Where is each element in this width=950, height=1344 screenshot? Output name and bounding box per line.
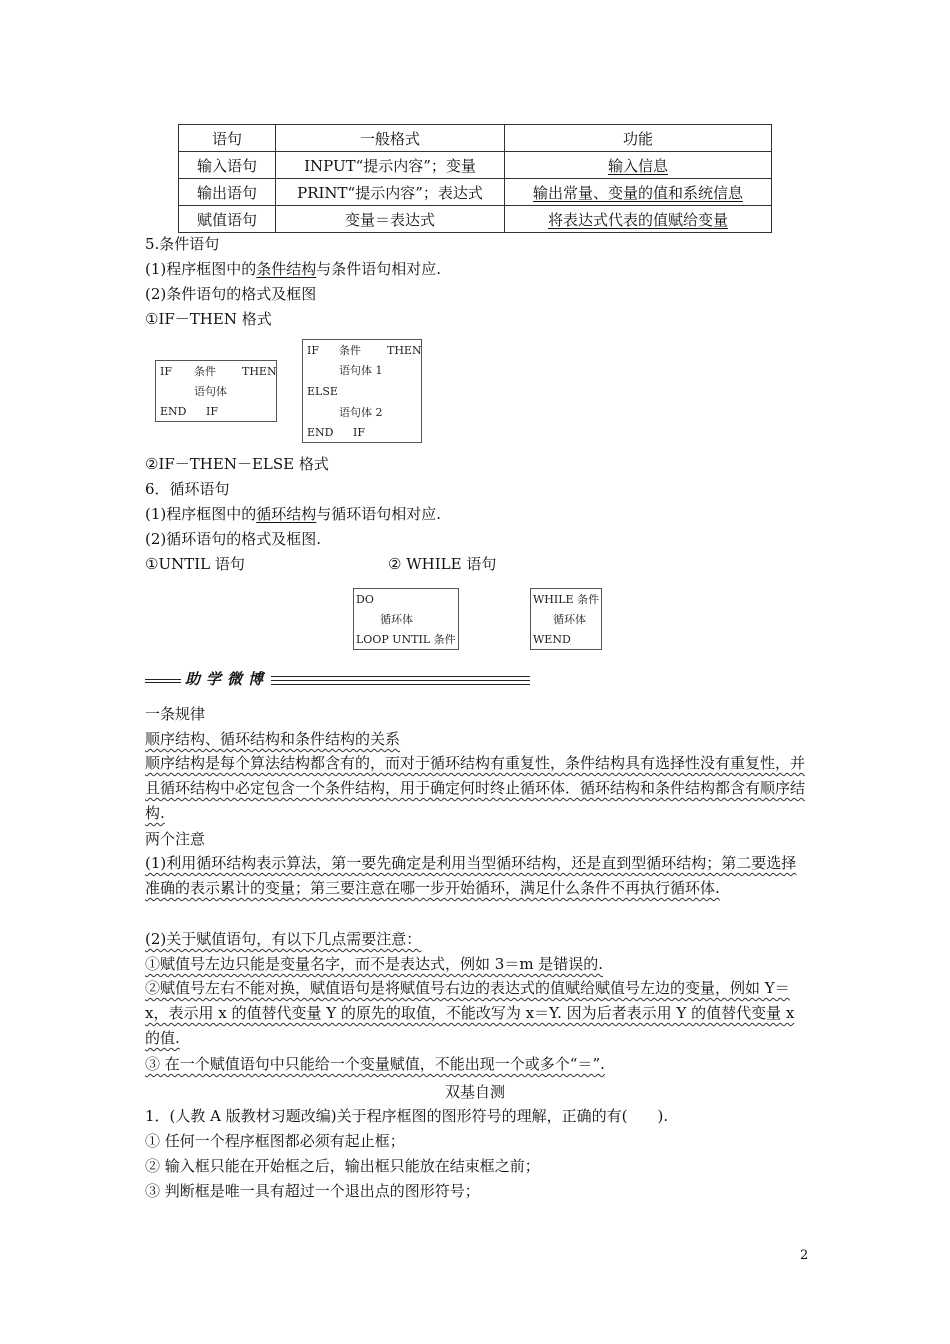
- section6-p2: (2)循环语句的格式及框图.: [145, 530, 322, 548]
- option-1: ① 任何一个程序框图都必须有起止框；: [145, 1132, 405, 1150]
- section6-title: 6．循环语句: [145, 480, 230, 498]
- table-cell: 赋值语句: [179, 206, 276, 233]
- rule-text: 顺序结构是每个算法结构都含有的，而对于循环结构有重复性，条件结构具有选择性没有重复性，并且循环结构中必定包含一个条件结构，用于确定何时终止循环体．循环结构和条件结构都含有顺序结构.: [145, 754, 806, 822]
- section5-p1: (1)程序框图中的条件结构与条件语句相对应.: [145, 260, 442, 278]
- table-cell: PRINT“提示内容”；表达式: [276, 179, 505, 206]
- table-header-cell: 功能: [505, 125, 772, 152]
- table-header-cell: 一般格式: [276, 125, 505, 152]
- option-2: ② 输入框只能在开始框之后，输出框只能放在结束框之前；: [145, 1157, 540, 1175]
- table-cell: 输入语句: [179, 152, 276, 179]
- note2c: ③ 在一个赋值语句中只能给一个变量赋值，不能出现一个或多个“＝”.: [145, 1055, 605, 1073]
- while-diagram: WHILE 条件 循环体 WEND: [530, 588, 602, 650]
- statement-table: [178, 124, 772, 233]
- table-row: [179, 179, 772, 206]
- section5-format2: ②IF－THEN－ELSE 格式: [145, 455, 329, 473]
- study-tips-banner: [145, 667, 530, 693]
- if-then-else-diagram: IF 条件 THEN 语句体 1 ELSE 语句体 2 END IF: [302, 339, 422, 443]
- rule-subtitle: 顺序结构、循环结构和条件结构的关系: [145, 730, 401, 748]
- table-cell: 将表达式代表的值赋给变量: [505, 206, 772, 233]
- table-cell: 输出常量、变量的值和系统信息: [505, 179, 772, 206]
- while-label: ② WHILE 语句: [388, 555, 497, 573]
- note2b: ②赋值号左右不能对换，赋值语句是将赋值号右边的表达式的值赋给赋值号左边的变量，例如 Y＝x，表示用 x 的值替代变量 Y 的原先的取值，不能改写为 x＝Y. 因为后者表示用 Y 的值替代变量 x 的值.: [145, 979, 795, 1047]
- notes-title: 两个注意: [145, 830, 206, 848]
- table-cell: INPUT“提示内容”；变量: [276, 152, 505, 179]
- if-then-diagram: IF 条件 THEN 语句体 END IF: [155, 360, 277, 422]
- section5-p2: (2)条件语句的格式及框图: [145, 285, 317, 303]
- until-diagram: DO 循环体 LOOP UNTIL 条件: [353, 588, 459, 650]
- table-header-row: [179, 125, 772, 152]
- banner-title: 助学微博: [185, 670, 270, 688]
- section5-title: 5.条件语句: [145, 235, 220, 253]
- rule-title: 一条规律: [145, 705, 206, 723]
- note2a: ①赋值号左边只能是变量名字，而不是表达式，例如 3＝m 是错误的.: [145, 955, 604, 973]
- table-cell: 输出语句: [179, 179, 276, 206]
- table-row: [179, 152, 772, 179]
- note2: (2)关于赋值语句，有以下几点需要注意：: [145, 930, 422, 948]
- table-cell: 变量＝表达式: [276, 206, 505, 233]
- table-header-cell: 语句: [179, 125, 276, 152]
- note1: (1)利用循环结构表示算法，第一要先确定是利用当型循环结构，还是直到型循环结构；第二要选择准确的表示累计的变量；第三要注意在哪一步开始循环，满足什么条件不再执行循环体.: [145, 854, 797, 897]
- table-row: [179, 206, 772, 233]
- until-label: ①UNTIL 语句: [145, 555, 245, 573]
- question-1: 1．(人教 A 版教材习题改编)关于程序框图的图形符号的理解，正确的有( ).: [145, 1107, 669, 1125]
- section6-p1: (1)程序框图中的循环结构与循环语句相对应.: [145, 505, 442, 523]
- page-number: 2: [800, 1248, 809, 1263]
- table-cell: 输入信息: [505, 152, 772, 179]
- section5-format1: ①IF－THEN 格式: [145, 310, 272, 328]
- option-3: ③ 判断框是唯一具有超过一个退出点的图形符号；: [145, 1182, 480, 1200]
- selftest-title: 双基自测: [445, 1083, 506, 1101]
